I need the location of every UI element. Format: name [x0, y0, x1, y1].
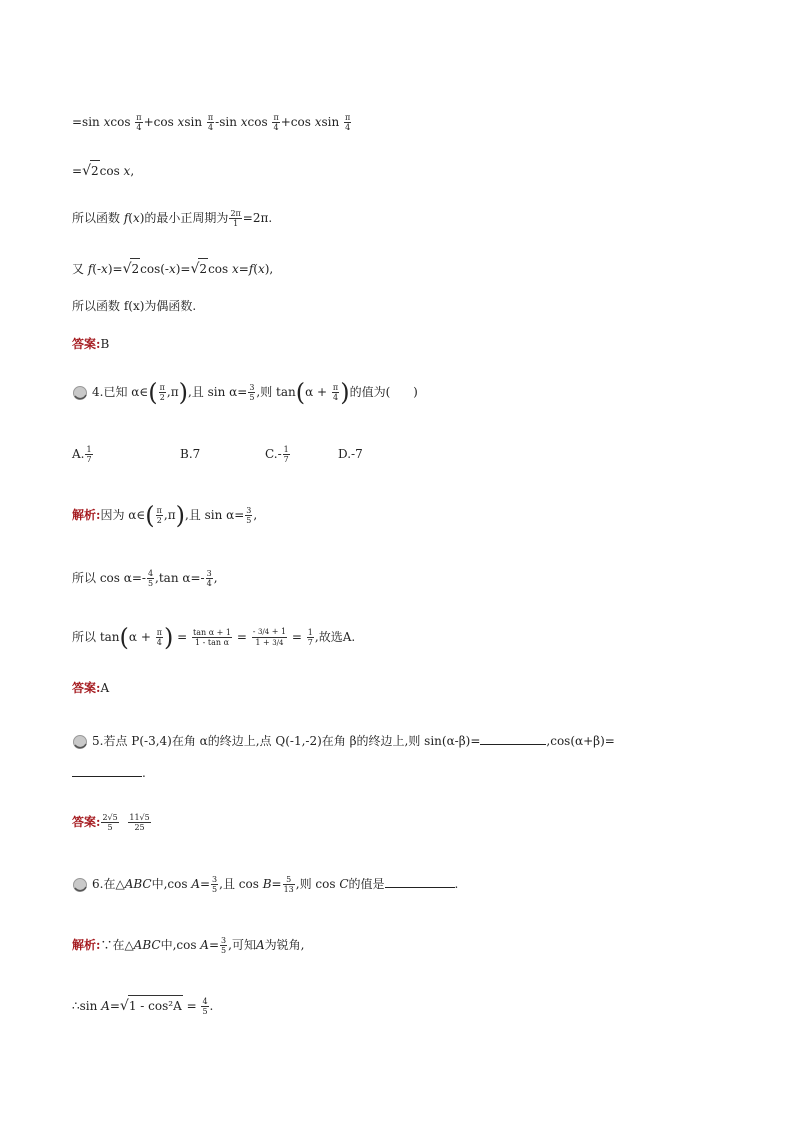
derivation-line-3: 所以函数 f(x)的最小正周期为 $\frac{2\pi}{1}$ =2π.: [72, 209, 273, 228]
question-marker-icon: [72, 386, 90, 400]
fraction: $\frac{\pi}{4}$: [273, 113, 279, 132]
answer-blank[interactable]: [385, 875, 455, 888]
derivation-line-4: 又 f(-x)=√2cos(-x)=√2cos x=f(x),: [72, 258, 273, 279]
answer-blank[interactable]: [480, 732, 546, 745]
answer-label: 答案:: [72, 815, 101, 829]
derivation-line-2: =√2cos x,: [72, 160, 134, 181]
option-a: A. $\frac{1}{7}$: [72, 445, 92, 464]
question-6: 6.在△ABC中,cos A= $\frac{3}{5}$ ,且 cos B= $\frac{5}{13}$ ,则 cos C的值是 .: [72, 874, 458, 894]
answer-value: B: [100, 337, 110, 351]
question-marker-icon: [72, 735, 90, 749]
option-b: B.7: [180, 447, 201, 461]
analysis-line-1: 解析:因为 α∈( $\frac{\pi}{2}$ ,π),且 sin α= $\frac{3}{5}$ ,: [72, 501, 258, 530]
analysis-line-6-2: ∴sin A=√1 - cos²A = $\frac{4}{5}$ .: [72, 997, 214, 1016]
derivation-line-1: =sin xcos $\frac{\pi}{4}$ +cos xsin $\frac{\pi}{4}$ -sin xcos $\frac{\pi}{4}$ +cos xsin $\frac{\pi}{4}$: [72, 113, 351, 132]
answer-line-5: 答案: $\frac{2√5}{5}$ $\frac{11√5}{25}$: [72, 813, 150, 832]
analysis-label: 解析:: [72, 938, 101, 952]
analysis-line-3: 所以 tan(α + $\frac{\pi}{4}$ ) = $\frac{\text{tan α + 1}}{\text{1 - tan α}}$ = $\frac{- 3/4 + 1}{1 + 3/4}$ = $\frac{1}{7}$ ,故选A.: [72, 623, 356, 652]
analysis-line-2: 所以 cos α=- $\frac{4}{5}$ ,tan α=- $\frac{3}{4}$ ,: [72, 569, 218, 588]
fraction: $\frac{\pi}{4}$: [345, 113, 351, 132]
answer-label: 答案:: [72, 337, 101, 351]
answer-label: 答案:: [72, 681, 101, 695]
analysis-line-6-1: 解析:∵在△ABC中,cos A= $\frac{3}{5}$ ,可知A为锐角,: [72, 936, 305, 955]
analysis-label: 解析:: [72, 508, 101, 522]
question-5: 5.若点 P(-3,4)在角 α的终边上,点 Q(-1,-2)在角 β的终边上,则 sin(α-β)= ,cos(α+β)=: [72, 731, 615, 751]
option-c: C.- $\frac{1}{7}$: [265, 445, 289, 464]
answer-line-4: [72, 678, 109, 698]
option-d: D.-7: [338, 447, 363, 461]
answer-value: A: [100, 681, 110, 695]
formula-text: =sin xcos: [72, 115, 135, 129]
fraction: $\frac{\pi}{4}$: [207, 113, 214, 132]
answer-line: [72, 334, 109, 354]
question-marker-icon: [72, 878, 90, 892]
question-5-cont: .: [72, 763, 146, 783]
derivation-line-5: 所以函数 f(x)为偶函数.: [72, 299, 197, 313]
answer-blank[interactable]: [72, 764, 142, 777]
fraction: $\frac{2\pi}{1}$: [230, 209, 241, 228]
fraction: $\frac{\pi}{4}$: [136, 113, 142, 132]
question-4: 4.已知 α∈( $\frac{\pi}{2}$ ,π),且 sin α= $\frac{3}{5}$ ,则 tan(α + $\frac{\pi}{4}$ )的值为( ): [72, 382, 418, 403]
